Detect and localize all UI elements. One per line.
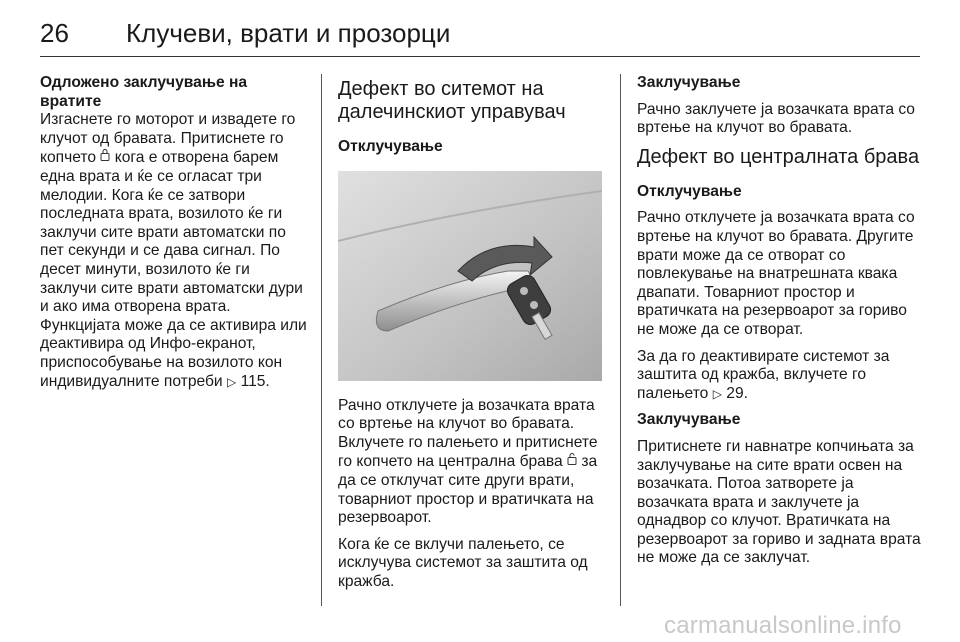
watermark-text: carmanualsonline.info: [664, 612, 902, 639]
door-handle-key-illustration: [338, 171, 602, 381]
paragraph-deactivate-antitheft-text: За да го деактивирате системот за заштита од кражба, вклучете го палењето: [637, 347, 890, 402]
paragraph-manual-unlock: [338, 397, 606, 528]
chapter-title: Клучеви, врати и прозорци: [126, 18, 451, 48]
column-2: [338, 74, 606, 600]
paragraph-manual-unlock-b: за да се отклучат сите други врати, товарниот простор и вратичката на резервоарот.: [338, 453, 598, 527]
paragraph-lock-buttons: Притиснете ги навнатре копчињата за заклучување на сите врати освен на возачката. Потоа затворете ја возачката врата и заклучете ја однадвор со клучот. Вратичката на резервоарот за гориво и задната врата не може да се заклучат.: [637, 437, 921, 567]
paragraph-antitheft-off: Кога ќе се вклучи палењето, се исклучува системот за заштита од кражба.: [338, 535, 588, 590]
heading-remote-fault: Дефект во ситемот на далечинскиот управувач: [338, 78, 566, 123]
unlock-icon: [567, 452, 577, 471]
subheading-unlocking-2: Отклучување: [637, 182, 742, 200]
page-ref-arrow-icon: ▷: [226, 374, 237, 389]
column-divider-2: [620, 74, 621, 606]
page-number: 26: [40, 18, 69, 48]
page-reference[interactable]: 115.: [240, 372, 270, 390]
page-ref-arrow-icon: ▷: [712, 386, 722, 401]
page-header: [40, 14, 920, 54]
page-reference[interactable]: 29.: [726, 384, 748, 402]
paragraph-central-unlock: Рачно отклучете ја возачката врата со вртење на клучот во бравата. Другите врати може да се отворат со повлекување на внатрешната квака двапати. Товарниот простор и вратичката на резервоарот за гориво не може да се отворат.: [637, 209, 915, 338]
paragraph-deactivate-antitheft: [637, 348, 922, 404]
column-divider-1: [321, 74, 322, 606]
lock-icon: [100, 148, 110, 167]
column-1: [40, 74, 310, 399]
heading-central-lock-fault: Дефект во централната брава: [637, 145, 920, 168]
paragraph-manual-unlock-a: Рачно отклучете ја возачката врата со вртење на клучот во бравата. Вклучете го палењето и притиснете го копчето на централна брава: [338, 396, 598, 471]
heading-delayed-locking: Одложено заклучување на вратите: [40, 74, 248, 110]
paragraph-delayed-locking-a: Изгаснете го моторот и извадете го клучот од бравата. Притиснете го копчето: [40, 111, 296, 167]
paragraph-manual-lock: Рачно заклучете ја возачката врата со вртење на клучот во бравата.: [637, 100, 915, 137]
section-delayed-locking: [40, 74, 310, 391]
subheading-locking-2: Заклучување: [637, 411, 741, 429]
header-rule: [40, 56, 920, 57]
subheading-locking-1: Заклучување: [637, 74, 741, 91]
subheading-unlocking: Отклучување: [338, 138, 443, 155]
column-3: [637, 74, 922, 576]
paragraph-delayed-locking-b: кога е отворена барем една врата и ќе се огласат три мелодии. Кога ќе се затвори последната врата, возилото ќе ги заклучи сите врати автоматски по пет секунди и се дава сигнал. По десет минути, возилото ќе ги заклучи сите врати автоматски дури и ако има отворена врата. Функцијата може да се активира или деактивира од Инфо-екранот, приспособување на возилото кон индивидуалните потреби: [40, 149, 307, 390]
